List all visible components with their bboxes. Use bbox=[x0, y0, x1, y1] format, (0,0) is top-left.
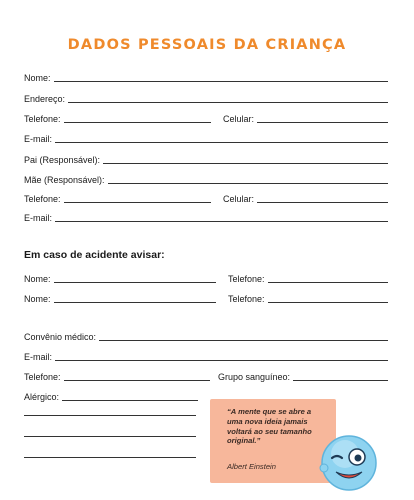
cell-line[interactable] bbox=[257, 122, 388, 123]
insurance-field[interactable] bbox=[24, 328, 388, 342]
address-field[interactable] bbox=[24, 90, 388, 104]
allergic-extra-line[interactable] bbox=[24, 436, 196, 437]
email3-field[interactable] bbox=[24, 348, 388, 362]
accident-phone1-field[interactable] bbox=[228, 270, 388, 284]
accident-phone1-line[interactable] bbox=[268, 282, 388, 283]
phone3-line[interactable] bbox=[64, 380, 210, 381]
accident-phone2-field[interactable] bbox=[228, 290, 388, 304]
email-line[interactable] bbox=[55, 142, 388, 143]
cell2-label: Celular: bbox=[223, 194, 255, 204]
accident-phone1-label: Telefone: bbox=[228, 274, 265, 284]
quote-text: “A mente que se abre a uma nova ideia jamais voltará ao seu tamanho original.” bbox=[227, 407, 312, 446]
allergic-extra-line[interactable] bbox=[24, 415, 196, 416]
address-label: Endereço: bbox=[24, 94, 66, 104]
form-title: DADOS PESSOAIS DA CRIANÇA bbox=[67, 37, 347, 53]
allergic-extra-line[interactable] bbox=[24, 457, 196, 458]
phone-field[interactable] bbox=[24, 110, 211, 124]
winking-face-icon bbox=[318, 432, 378, 494]
email3-line[interactable] bbox=[55, 360, 388, 361]
cell-label: Celular: bbox=[223, 114, 255, 124]
accident-name1-line[interactable] bbox=[54, 282, 216, 283]
email-field[interactable] bbox=[24, 130, 388, 144]
phone2-label: Telefone: bbox=[24, 194, 61, 204]
cell2-line[interactable] bbox=[257, 202, 388, 203]
mother-field[interactable] bbox=[24, 171, 388, 185]
accident-name1-label: Nome: bbox=[24, 274, 51, 284]
name-line[interactable] bbox=[54, 81, 388, 82]
blood-type-label: Grupo sanguíneo: bbox=[218, 372, 291, 382]
accident-name2-label: Nome: bbox=[24, 294, 51, 304]
email2-label: E-mail: bbox=[24, 213, 53, 223]
phone3-field[interactable] bbox=[24, 368, 210, 382]
email3-label: E-mail: bbox=[24, 352, 53, 362]
insurance-line[interactable] bbox=[99, 340, 388, 341]
email-label: E-mail: bbox=[24, 134, 53, 144]
mother-line[interactable] bbox=[108, 183, 388, 184]
father-line[interactable] bbox=[103, 163, 388, 164]
blood-type-line[interactable] bbox=[293, 380, 388, 381]
allergic-label: Alérgico: bbox=[24, 392, 60, 402]
cell-field[interactable] bbox=[223, 110, 388, 124]
accident-name2-line[interactable] bbox=[54, 302, 216, 303]
allergic-line[interactable] bbox=[62, 400, 198, 401]
allergic-field[interactable] bbox=[24, 388, 198, 402]
father-field[interactable] bbox=[24, 151, 388, 165]
quote-author: Albert Einstein bbox=[227, 462, 276, 471]
phone3-label: Telefone: bbox=[24, 372, 61, 382]
phone-label: Telefone: bbox=[24, 114, 61, 124]
accident-phone2-label: Telefone: bbox=[228, 294, 265, 304]
phone2-line[interactable] bbox=[64, 202, 211, 203]
father-label: Pai (Responsável): bbox=[24, 155, 101, 165]
insurance-label: Convênio médico: bbox=[24, 332, 97, 342]
name-label: Nome: bbox=[24, 73, 51, 83]
name-field[interactable] bbox=[24, 69, 388, 83]
blood-type-field[interactable] bbox=[218, 368, 388, 382]
email2-line[interactable] bbox=[55, 221, 388, 222]
mother-label: Mãe (Responsável): bbox=[24, 175, 105, 185]
accident-phone2-line[interactable] bbox=[268, 302, 388, 303]
phone2-field[interactable] bbox=[24, 190, 211, 204]
accident-name1-field[interactable] bbox=[24, 270, 216, 284]
phone-line[interactable] bbox=[64, 122, 211, 123]
accident-heading: Em caso de acidente avisar: bbox=[24, 249, 165, 261]
address-line[interactable] bbox=[68, 102, 388, 103]
cell2-field[interactable] bbox=[223, 190, 388, 204]
email2-field[interactable] bbox=[24, 209, 388, 223]
accident-name2-field[interactable] bbox=[24, 290, 216, 304]
